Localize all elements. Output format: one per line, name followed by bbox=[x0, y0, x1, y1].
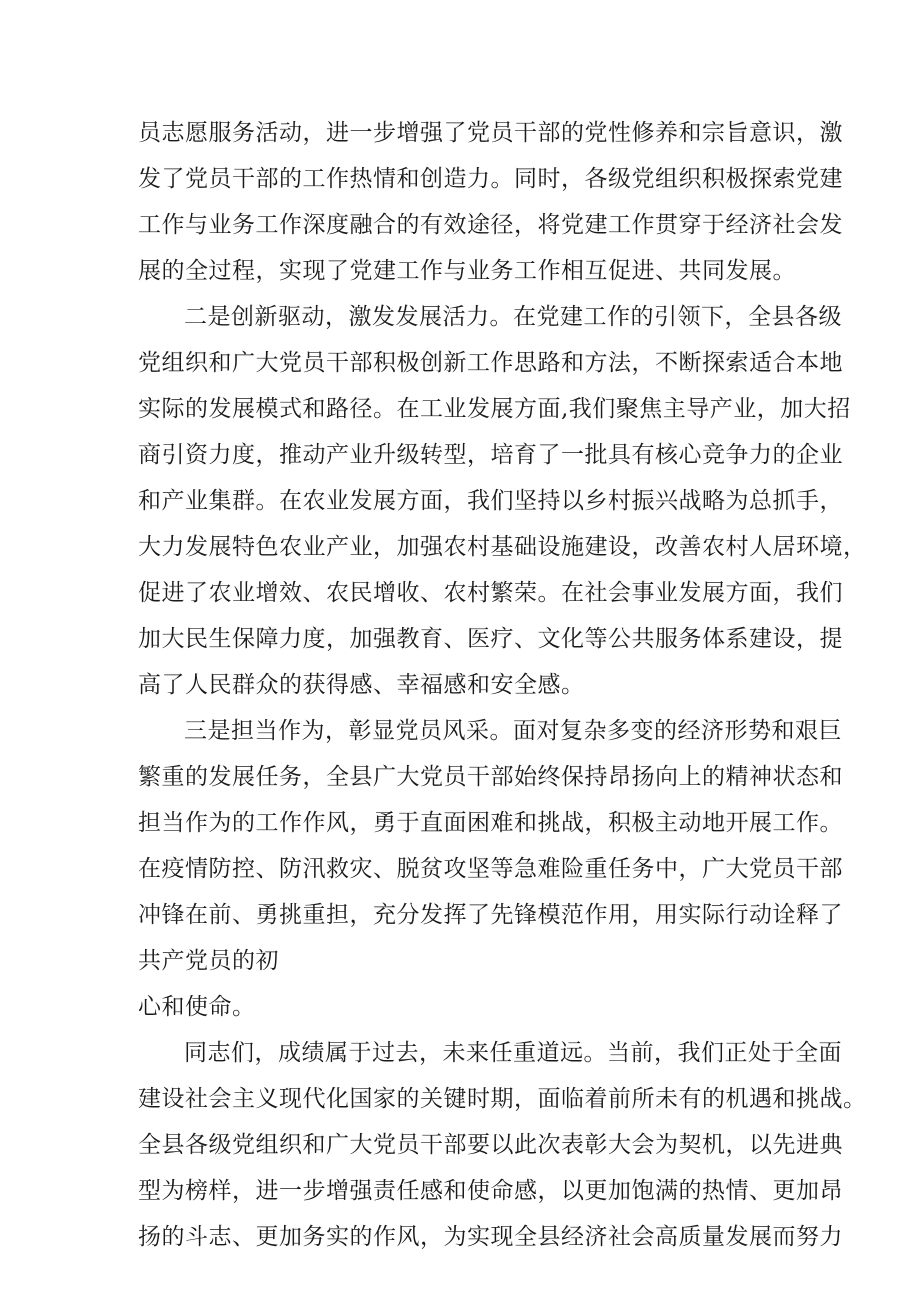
text-line: 展的全过程，实现了党建工作与业务工作相互促进、共同发展。 bbox=[138, 258, 796, 284]
text-line: 发了党员干部的工作热情和创造力。同时，各级党组织积极探索党建 bbox=[138, 166, 843, 192]
paragraph-start-line: 三是担当作为，彰显党员风采。面对复杂多变的经济形势和艰巨 bbox=[184, 718, 842, 744]
text-line: 建设社会主义现代化国家的关键时期，面临着前所未有的机遇和挑战。 bbox=[138, 1086, 867, 1112]
text-line: 繁重的发展任务，全县广大党员干部始终保持昂扬向上的精神状态和 bbox=[138, 764, 843, 790]
text-line: 共产党员的初 bbox=[138, 948, 279, 974]
text-line: 员志愿服务活动，进一步增强了党员干部的党性修养和宗旨意识，激 bbox=[138, 120, 843, 146]
text-line: 促进了农业增效、农民增收、农村繁荣。在社会事业发展方面，我们 bbox=[138, 580, 843, 606]
text-line: 全县各级党组织和广大党员干部要以此次表彰大会为契机，以先进典 bbox=[138, 1132, 843, 1158]
text-line: 实际的发展模式和路径。在工业发展方面,我们聚焦主导产业，加大招 bbox=[138, 396, 851, 422]
text-line: 大力发展特色农业产业，加强农村基础设施建设，改善农村人居环境， bbox=[138, 534, 867, 560]
text-line: 和产业集群。在农业发展方面，我们坚持以乡村振兴战略为总抓手， bbox=[138, 488, 843, 514]
text-line: 冲锋在前、勇挑重担，充分发挥了先锋模范作用，用实际行动诠释了 bbox=[138, 902, 843, 928]
text-line: 党组织和广大党员干部积极创新工作思路和方法，不断探索适合本地 bbox=[138, 350, 843, 376]
text-line: 加大民生保障力度，加强教育、医疗、文化等公共服务体系建设，提 bbox=[138, 626, 843, 652]
text-line: 高了人民群众的获得感、幸福感和安全感。 bbox=[138, 672, 585, 698]
text-line: 商引资力度，推动产业升级转型，培育了一批具有核心竞争力的企业 bbox=[138, 442, 843, 468]
paragraph-start-line: 二是创新驱动，激发发展活力。在党建工作的引领下，全县各级 bbox=[184, 304, 842, 330]
text-line: 担当作为的工作作风，勇于直面困难和挑战，积极主动地开展工作。 bbox=[138, 810, 843, 836]
text-line: 在疫情防控、防汛救灾、脱贫攻坚等急难险重任务中，广大党员干部 bbox=[138, 856, 843, 882]
text-line: 型为榜样，进一步增强责任感和使命感，以更加饱满的热情、更加昂 bbox=[138, 1178, 843, 1204]
text-line: 扬的斗志、更加务实的作风，为实现全县经济社会高质量发展而努力 bbox=[138, 1224, 843, 1250]
paragraph-start-line: 同志们，成绩属于过去，未来任重道远。当前，我们正处于全面 bbox=[184, 1040, 842, 1066]
text-line: 心和使命。 bbox=[138, 994, 256, 1020]
text-line: 工作与业务工作深度融合的有效途径，将党建工作贯穿于经济社会发 bbox=[138, 212, 843, 238]
